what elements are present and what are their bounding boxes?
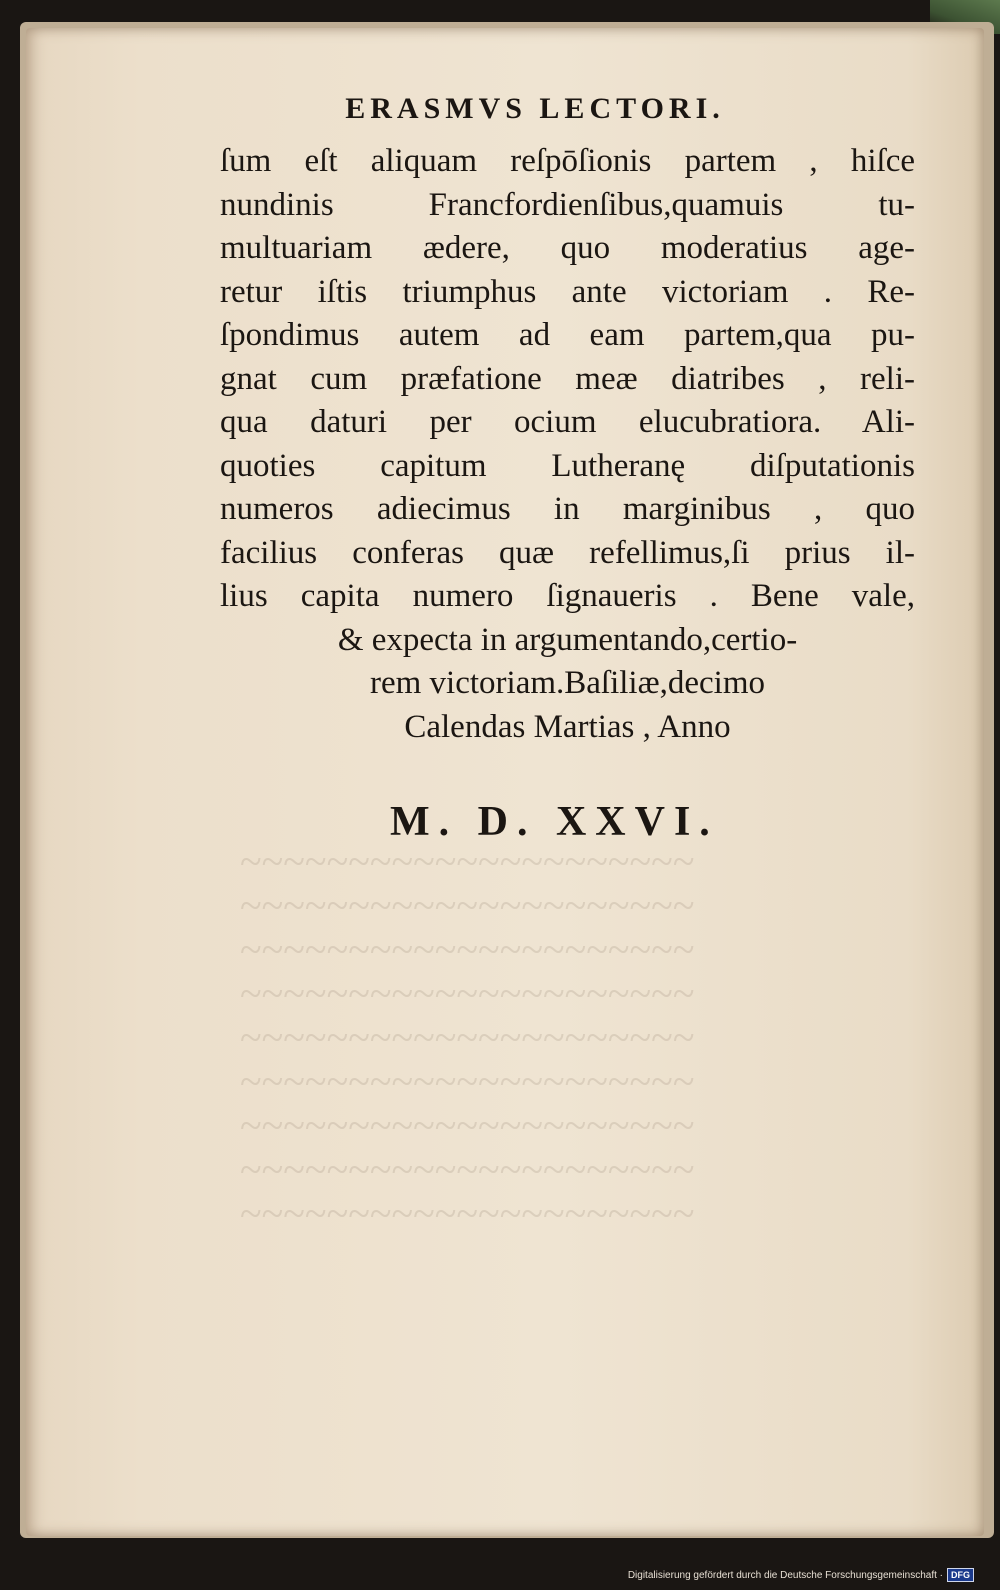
dfg-logo: DFG [947,1568,974,1582]
body-text [220,140,915,749]
text-line: rem victoriam.Baſiliæ,decimo [370,665,765,701]
running-title: ERASMVS LECTORI. [345,92,725,125]
text-line: multuariam ædere, quo moderatius age‑ [220,230,915,266]
text-line: & expecta in argumentando,certio‑ [337,621,798,658]
show-through-text: ~~~~~~~~~~~~~~~~~~~~~ ~~~~~~~~~~~~~~~~~~~~~ ~~~~~~~~~~~~~~~~~~~~~ ~~~~~~~~~~~~~~~~~~~~~ ~~~~~~~~~~~~~~~~~~~~~ ~~~~~~~~~~~~~~~~~~~~~ ~~~~~~~~~~~~~~~~~~~~~ ~~~~~~~~~~~~~~~~~~~~~ ~~~~~~~~~~~~~~~~~~~~~ [240,840,695,1236]
text-line: quoties capitum Lutheranę diſputationis [220,447,915,484]
credit-text: Digitalisierung gefördert durch die Deutsche Forschungsgemeinschaft · [627,1569,943,1581]
text-line: facilius conferas quæ refellimus,ſi prius il‑ [220,534,915,571]
text-line: numeros adiecimus in marginibus , quo [220,491,915,527]
text-line: retur iſtis triumphus ante victoriam . Re‑ [220,273,915,310]
digitization-credit [628,1568,974,1582]
text-line: qua daturi per ocium elucubratiora. Ali‑ [220,404,915,440]
text-line: ſpondimus autem ad eam partem,qua pu‑ [220,317,915,353]
text-line: Calendas Martias , Anno [404,708,731,745]
text-line: lius capita numero ſignaueris . Bene vale, [220,578,915,614]
text-line: ſum eſt aliquam reſpōſionis partem , hiſce [220,143,915,179]
text-line: gnat cum præfatione meæ diatribes , reli‑ [220,360,915,397]
text-line: nundinis Francfordienſibus,quamuis tu‑ [220,186,915,223]
year-date: M. D. XXVI. [390,799,719,845]
